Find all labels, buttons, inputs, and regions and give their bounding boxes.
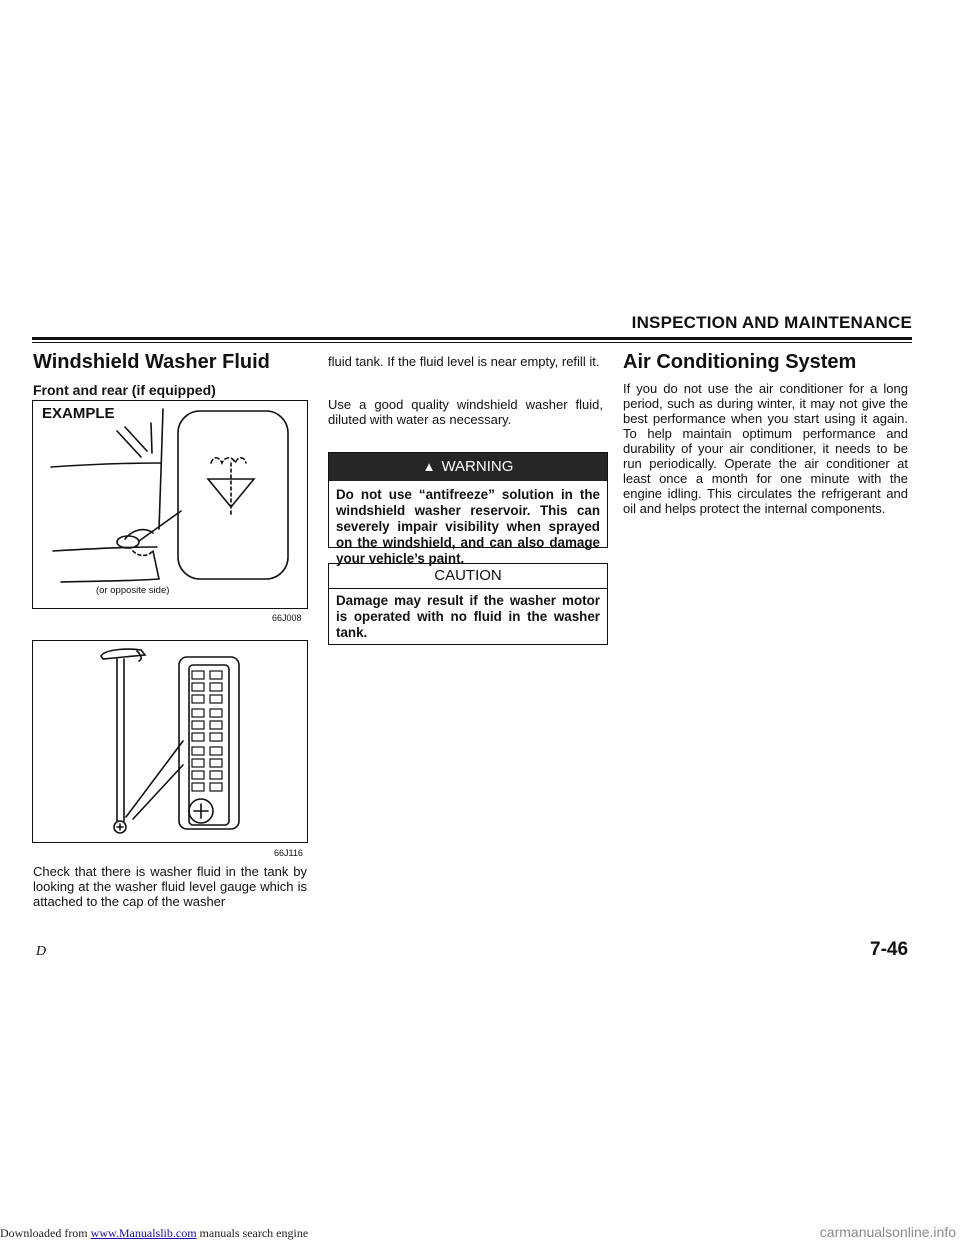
source-link[interactable]: www.Manualslib.com: [90, 1226, 197, 1240]
header-rule-thin: [32, 342, 912, 343]
header-rule: [32, 337, 912, 340]
figure-gauge: [32, 640, 308, 843]
corner-mark: D: [36, 944, 47, 959]
figure-caption: (or opposite side): [96, 585, 170, 596]
warning-triangle-icon: ▲: [422, 459, 436, 474]
source-footer: [0, 1226, 308, 1241]
warning-heading: WARNING: [441, 458, 514, 475]
left-subtitle: Front and rear (if equipped): [33, 382, 216, 398]
figure-code-2: 66J116: [274, 848, 303, 858]
caution-text: Damage may result if the washer motor is operated with no fluid in the washer tank.: [336, 593, 600, 640]
section-title: INSPECTION AND MAINTENANCE: [631, 313, 912, 332]
left-paragraph-text: Check that there is washer fluid in the tank by looking at the washer fluid level gauge which is attached to the cap of the washer: [33, 864, 307, 909]
figure-label: EXAMPLE: [42, 405, 115, 422]
washer-reservoir-illustration: [33, 401, 307, 608]
warning-text: Do not use “antifreeze” solution in the windshield washer reservoir. This can severely impair visibility when sprayed on the windshield, and can also damage your vehicle’s paint.: [336, 487, 600, 566]
warning-box: [328, 452, 608, 566]
middle-paragraph-1: [328, 354, 603, 369]
watermark: carmanualsonline.info: [819, 1224, 956, 1240]
left-title: Windshield Washer Fluid: [33, 351, 270, 373]
figure-example: [32, 400, 308, 609]
figure-code-1: 66J008: [272, 613, 302, 623]
left-paragraph: [33, 864, 307, 909]
right-title: Air Conditioning System: [623, 351, 857, 373]
warning-header: [329, 453, 607, 481]
page-number: 7-46: [870, 939, 909, 960]
source-prefix: Downloaded from: [0, 1226, 91, 1240]
caution-heading: CAUTION: [329, 564, 607, 589]
middle-paragraph-2-text: Use a good quality windshield washer fluid, diluted with water as necessary.: [328, 397, 603, 427]
right-paragraph: [623, 381, 908, 516]
right-paragraph-text: If you do not use the air conditioner for a long period, such as during winter, it may not give the best performance when you start using it again. To help maintain optimum performance and durability of your air conditioner, it needs to be run periodically. Operate the air conditioner at least once a month for one minute with the engine idling. This circulates the refrigerant and oil and helps protect the internal components.: [623, 381, 908, 516]
source-suffix: manuals search engine: [196, 1226, 309, 1240]
fluid-level-gauge-illustration: [33, 641, 307, 842]
middle-paragraph-2: [328, 397, 603, 427]
caution-box: [328, 563, 608, 645]
middle-paragraph-1-text: fluid tank. If the fluid level is near empty, refill it.: [328, 354, 600, 369]
